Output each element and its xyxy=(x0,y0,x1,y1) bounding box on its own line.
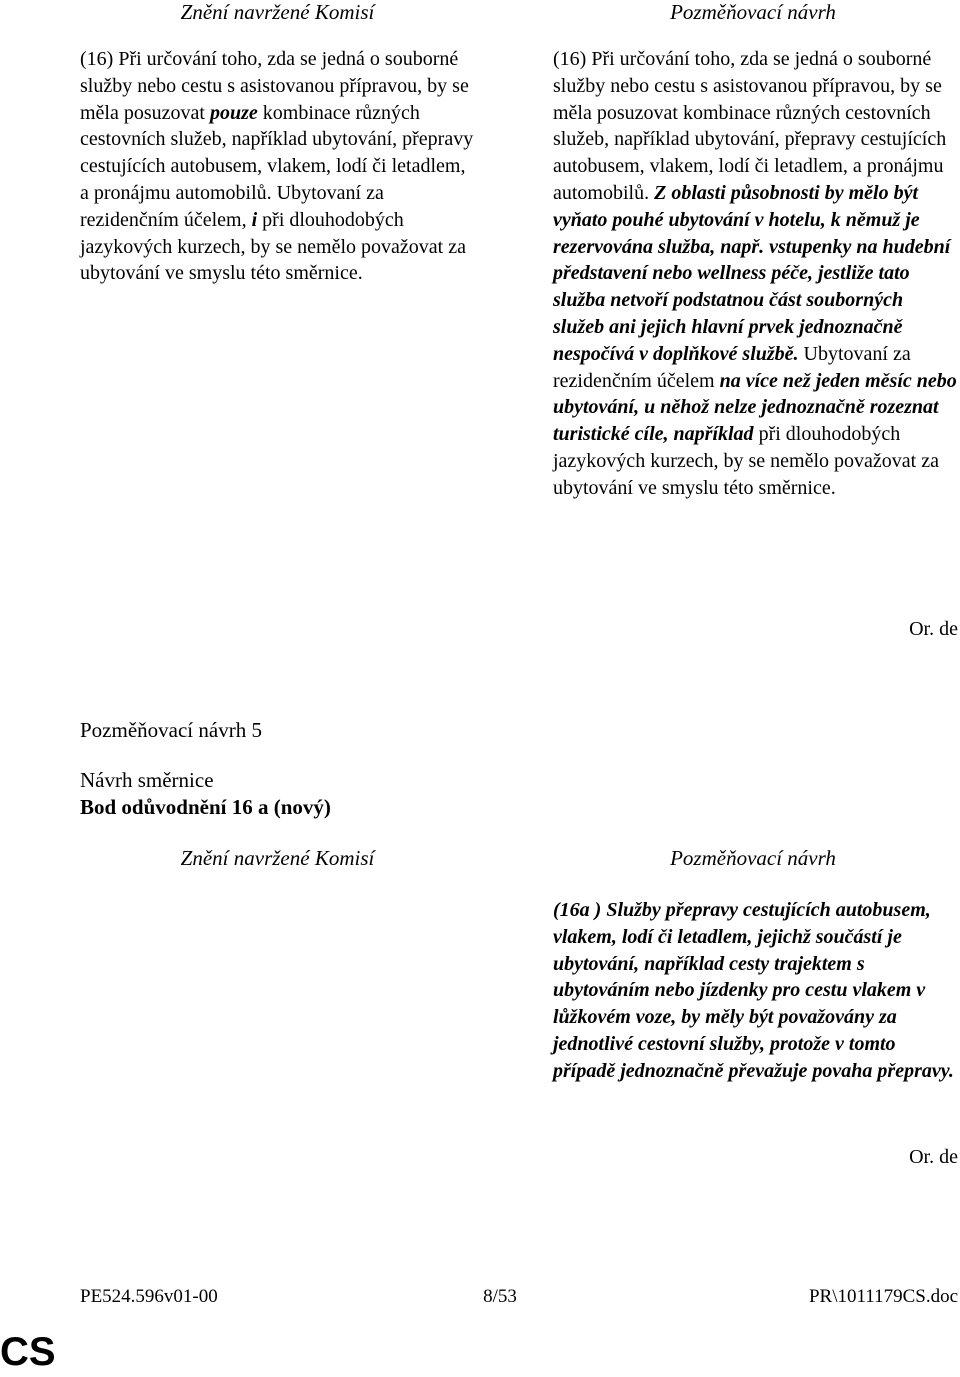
document-number: PE524.596v01-00 xyxy=(80,1286,218,1307)
emphasized-text-run: pouze xyxy=(209,101,258,124)
text-run: Ubytovaní za rezidenčním účelem xyxy=(553,342,911,392)
emphasized-text-run: Z oblasti působnosti by mělo být vyňato pouhé ubytování v hotelu, k němuž je rezervována služba, např. vstupenky na hudební představení nebo wellness péče, jestliže tato služba netvoří podstatnou část souborných služeb ani jejich hlavní prvek jednoznačně nespočívá v doplňkové službě. xyxy=(553,181,951,365)
text-run: při dlouhodobých jazykových kurzech, by se nemělo považovat za ubytování ve smyslu této směrnice. xyxy=(553,423,939,499)
text-run: při dlouhodobých jazykových kurzech, by se nemělo považovat za ubytování ve smyslu této směrnice. xyxy=(80,208,466,285)
file-reference: PR\1011179CS.doc xyxy=(808,1286,958,1307)
amendment-title: Pozměňovací návrh 5 xyxy=(80,718,262,742)
origin-language-note: Or. de xyxy=(909,1146,958,1168)
column-header-commission-text: Znění navržené Komisí xyxy=(180,846,375,870)
amendment-text-paragraph: (16a ) Služby přepravy cestujících autobusem, vlakem, lodí či letadlem, jejichž součástí je ubytování, například cesty trajektem s ubytováním nebo jízdenky pro cestu vlakem v lůžkovém voze, by měly být považovány za jednotlivé cestovní služby, protože v tomto případě jednoznačně převažuje povaha přepravy. xyxy=(553,899,954,1082)
column-header-commission-text: Znění navržené Komisí xyxy=(180,0,375,24)
text-run: kombinace různých cestovních služeb, například ubytování, přepravy cestujících autobusem, vlakem, lodí či letadlem, a pronájmu automobilů. Ubytovaní za rezidenčním účelem, xyxy=(80,101,474,231)
emphasized-text-run: na více než jeden měsíc nebo ubytování, u něhož nelze jednoznačně rozeznat turistické cíle, například xyxy=(553,369,957,446)
commission-text-paragraph xyxy=(80,46,475,287)
document-reference: Návrh směrnice xyxy=(80,768,214,792)
text-run: (16) Při určování toho, zda se jedná o souborné služby nebo cestu s asistovanou přípravou, by se měla posuzovat kombinace různých cestovních služeb, například ubytování, přepravy cestujících autobusem, vlakem, lodí či letadlem, a pronájmu automobilů. xyxy=(553,48,947,204)
section-reference: Bod odůvodnění 16 a (nový) xyxy=(80,795,331,819)
column-header-amendment: Pozměňovací návrh xyxy=(670,0,836,24)
origin-language-note: Or. de xyxy=(909,618,958,640)
page-number: 8/53 xyxy=(483,1286,517,1307)
column-header-amendment: Pozměňovací návrh xyxy=(670,846,836,870)
language-code: CS xyxy=(0,1330,56,1374)
amendment-text-paragraph xyxy=(553,46,958,502)
text-run: (16) Při určování toho, zda se jedná o souborné služby nebo cestu s asistovanou přípravou, by se měla posuzovat xyxy=(80,48,469,124)
emphasized-text-run: i xyxy=(251,208,258,231)
